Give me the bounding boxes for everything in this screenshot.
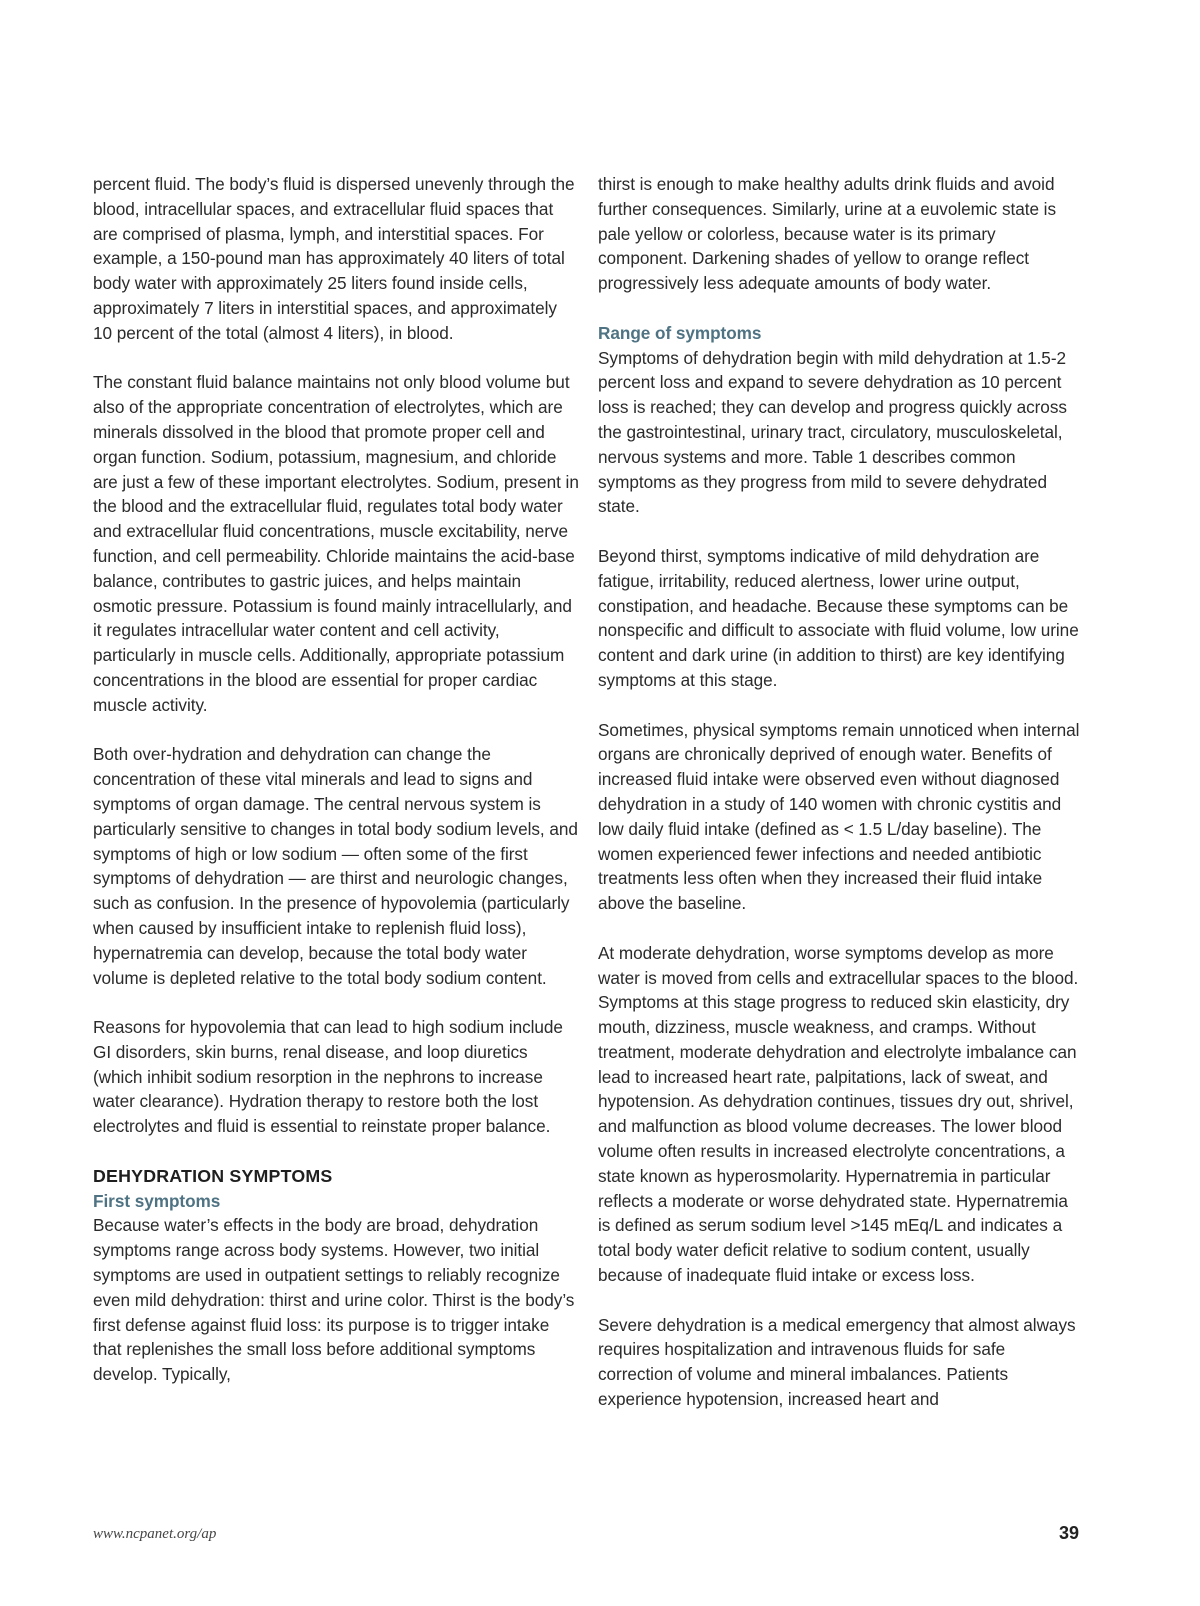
right-column — [598, 172, 1084, 1412]
paragraph-mild-dehydration: Beyond thirst, symptoms indicative of mild dehydration are fatigue, irritability, reduced alertness, lower urine output, constipation, and headache. Because these symptoms can be nonspecific and difficult to associate with fluid volume, low urine content and dark urine (in addition to thirst) are key identifying symptoms at this stage. — [598, 545, 1079, 690]
paragraph-hypovolemia-reasons: Reasons for hypovolemia that can lead to high sodium include GI disorders, skin burns, renal disease, and loop diuretics (which inhibit sodium resorption in the nephrons to increase water clearance). Hydration therapy to restore both the lost electrolytes and fluid is essential to reinstate proper balance. — [93, 1017, 563, 1137]
paragraph-symptom-range: Symptoms of dehydration begin with mild dehydration at 1.5-2 percent loss and expand to severe dehydration as 10 percent loss is reached; they can develop and progress quickly across the gastrointestinal, urinary tract, circulatory, musculoskeletal, nervous systems and more. Table 1 describes common symptoms as they progress from mild to severe dehydrated state. — [598, 347, 1067, 517]
section-heading-dehydration-symptoms: DEHYDRATION SYMPTOMS — [93, 1165, 333, 1186]
page-number: 39 — [1058, 1523, 1079, 1543]
paragraph-thirst-urine: thirst is enough to make healthy adults drink fluids and avoid further consequences. Similarly, urine at a euvolemic state is pale yellow or colorless, because water is its primary component. Darkening shades of yellow to orange reflect progressively less adequate amounts of body water. — [598, 174, 1056, 294]
subheading-first-symptoms: First symptoms — [93, 1190, 221, 1211]
left-column — [93, 172, 579, 1387]
footer-url-link[interactable]: www.ncpanet.org/ap — [93, 1526, 217, 1542]
paragraph-first-symptoms: Because water’s effects in the body are broad, dehydration symptoms range across body systems. However, two initial symptoms are used in outpatient settings to reliably recognize even mild dehydration: thirst and urine color. Thirst is the body’s first defense against fluid loss: its purpose is to trigger intake that replenishes the small loss before additional symptoms develop. Typically, — [93, 1215, 575, 1385]
paragraph-hydration-imbalance: Both over-hydration and dehydration can change the concentration of these vital minerals and lead to signs and symptoms of organ damage. The central nervous system is particularly sensitive to changes in total body sodium levels, and symptoms of high or low sodium — often some of the first symptoms of dehydration — are thirst and neurologic changes, such as confusion. In the presence of hypovolemia (particularly when caused by insufficient intake to replenish fluid loss), hypernatremia can develop, because the total body water volume is depleted relative to the total body sodium content. — [93, 744, 578, 988]
paragraph-severe-dehydration: Severe dehydration is a medical emergency that almost always requires hospitalization and intravenous fluids for safe correction of volume and mineral imbalances. Patients experience hypotension, increased heart and — [598, 1314, 1076, 1410]
paragraph-chronic-deprivation: Sometimes, physical symptoms remain unnoticed when internal organs are chronically deprived of enough water. Benefits of increased fluid intake were observed even without diagnosed dehydration in a study of 140 women with chronic cystitis and low daily fluid intake (defined as < 1.5 L/day baseline). The women experienced fewer infections and needed antibiotic treatments less often when they increased their fluid intake above the baseline. — [598, 719, 1080, 914]
paragraph-moderate-dehydration: At moderate dehydration, worse symptoms develop as more water is moved from cells and extracellular spaces to the blood. Symptoms at this stage progress to reduced skin elasticity, dry mouth, dizziness, muscle weakness, and cramps. Without treatment, moderate dehydration and electrolyte imbalance can lead to increased heart rate, palpitations, lack of sweat, and hypotension. As dehydration continues, tissues dry out, shrivel, and malfunction as blood volume decreases. The lower blood volume often results in increased electrolyte concentrations, a state known as hyperosmolarity. Hypernatremia in particular reflects a moderate or worse dehydrated state. Hypernatremia is defined as serum sodium level >145 mEq/L and indicates a total body water deficit relative to sodium content, usually because of inadequate fluid intake or excess loss. — [598, 942, 1079, 1286]
paragraph-body-fluid-distribution: percent fluid. The body’s fluid is dispersed unevenly through the blood, intracellular spaces, and extracellular fluid spaces that are comprised of plasma, lymph, and interstitial spaces. For example, a 150-pound man has approximately 40 liters of total body water with approximately 25 liters found inside cells, approximately 7 liters in interstitial spaces, and approximately 10 percent of the total (almost 4 liters), in blood. — [93, 174, 575, 343]
paragraph-electrolytes: The constant fluid balance maintains not only blood volume but also of the appropriate concentration of electrolytes, which are minerals dissolved in the blood that promote proper cell and organ function. Sodium, potassium, magnesium, and chloride are just a few of these important electrolytes. Sodium, present in the blood and the extracellular fluid, regulates total body water and extracellular fluid concentrations, muscle excitability, nerve function, and cell permeability. Chloride maintains the acid-base balance, contributes to gastric juices, and helps maintain osmotic pressure. Potassium is found mainly intracellularly, and it regulates intracellular water content and cell activity, particularly in muscle cells. Additionally, appropriate potassium concentrations in the blood are essential for proper cardiac muscle activity. — [93, 372, 579, 715]
subheading-range-of-symptoms: Range of symptoms — [598, 322, 762, 343]
